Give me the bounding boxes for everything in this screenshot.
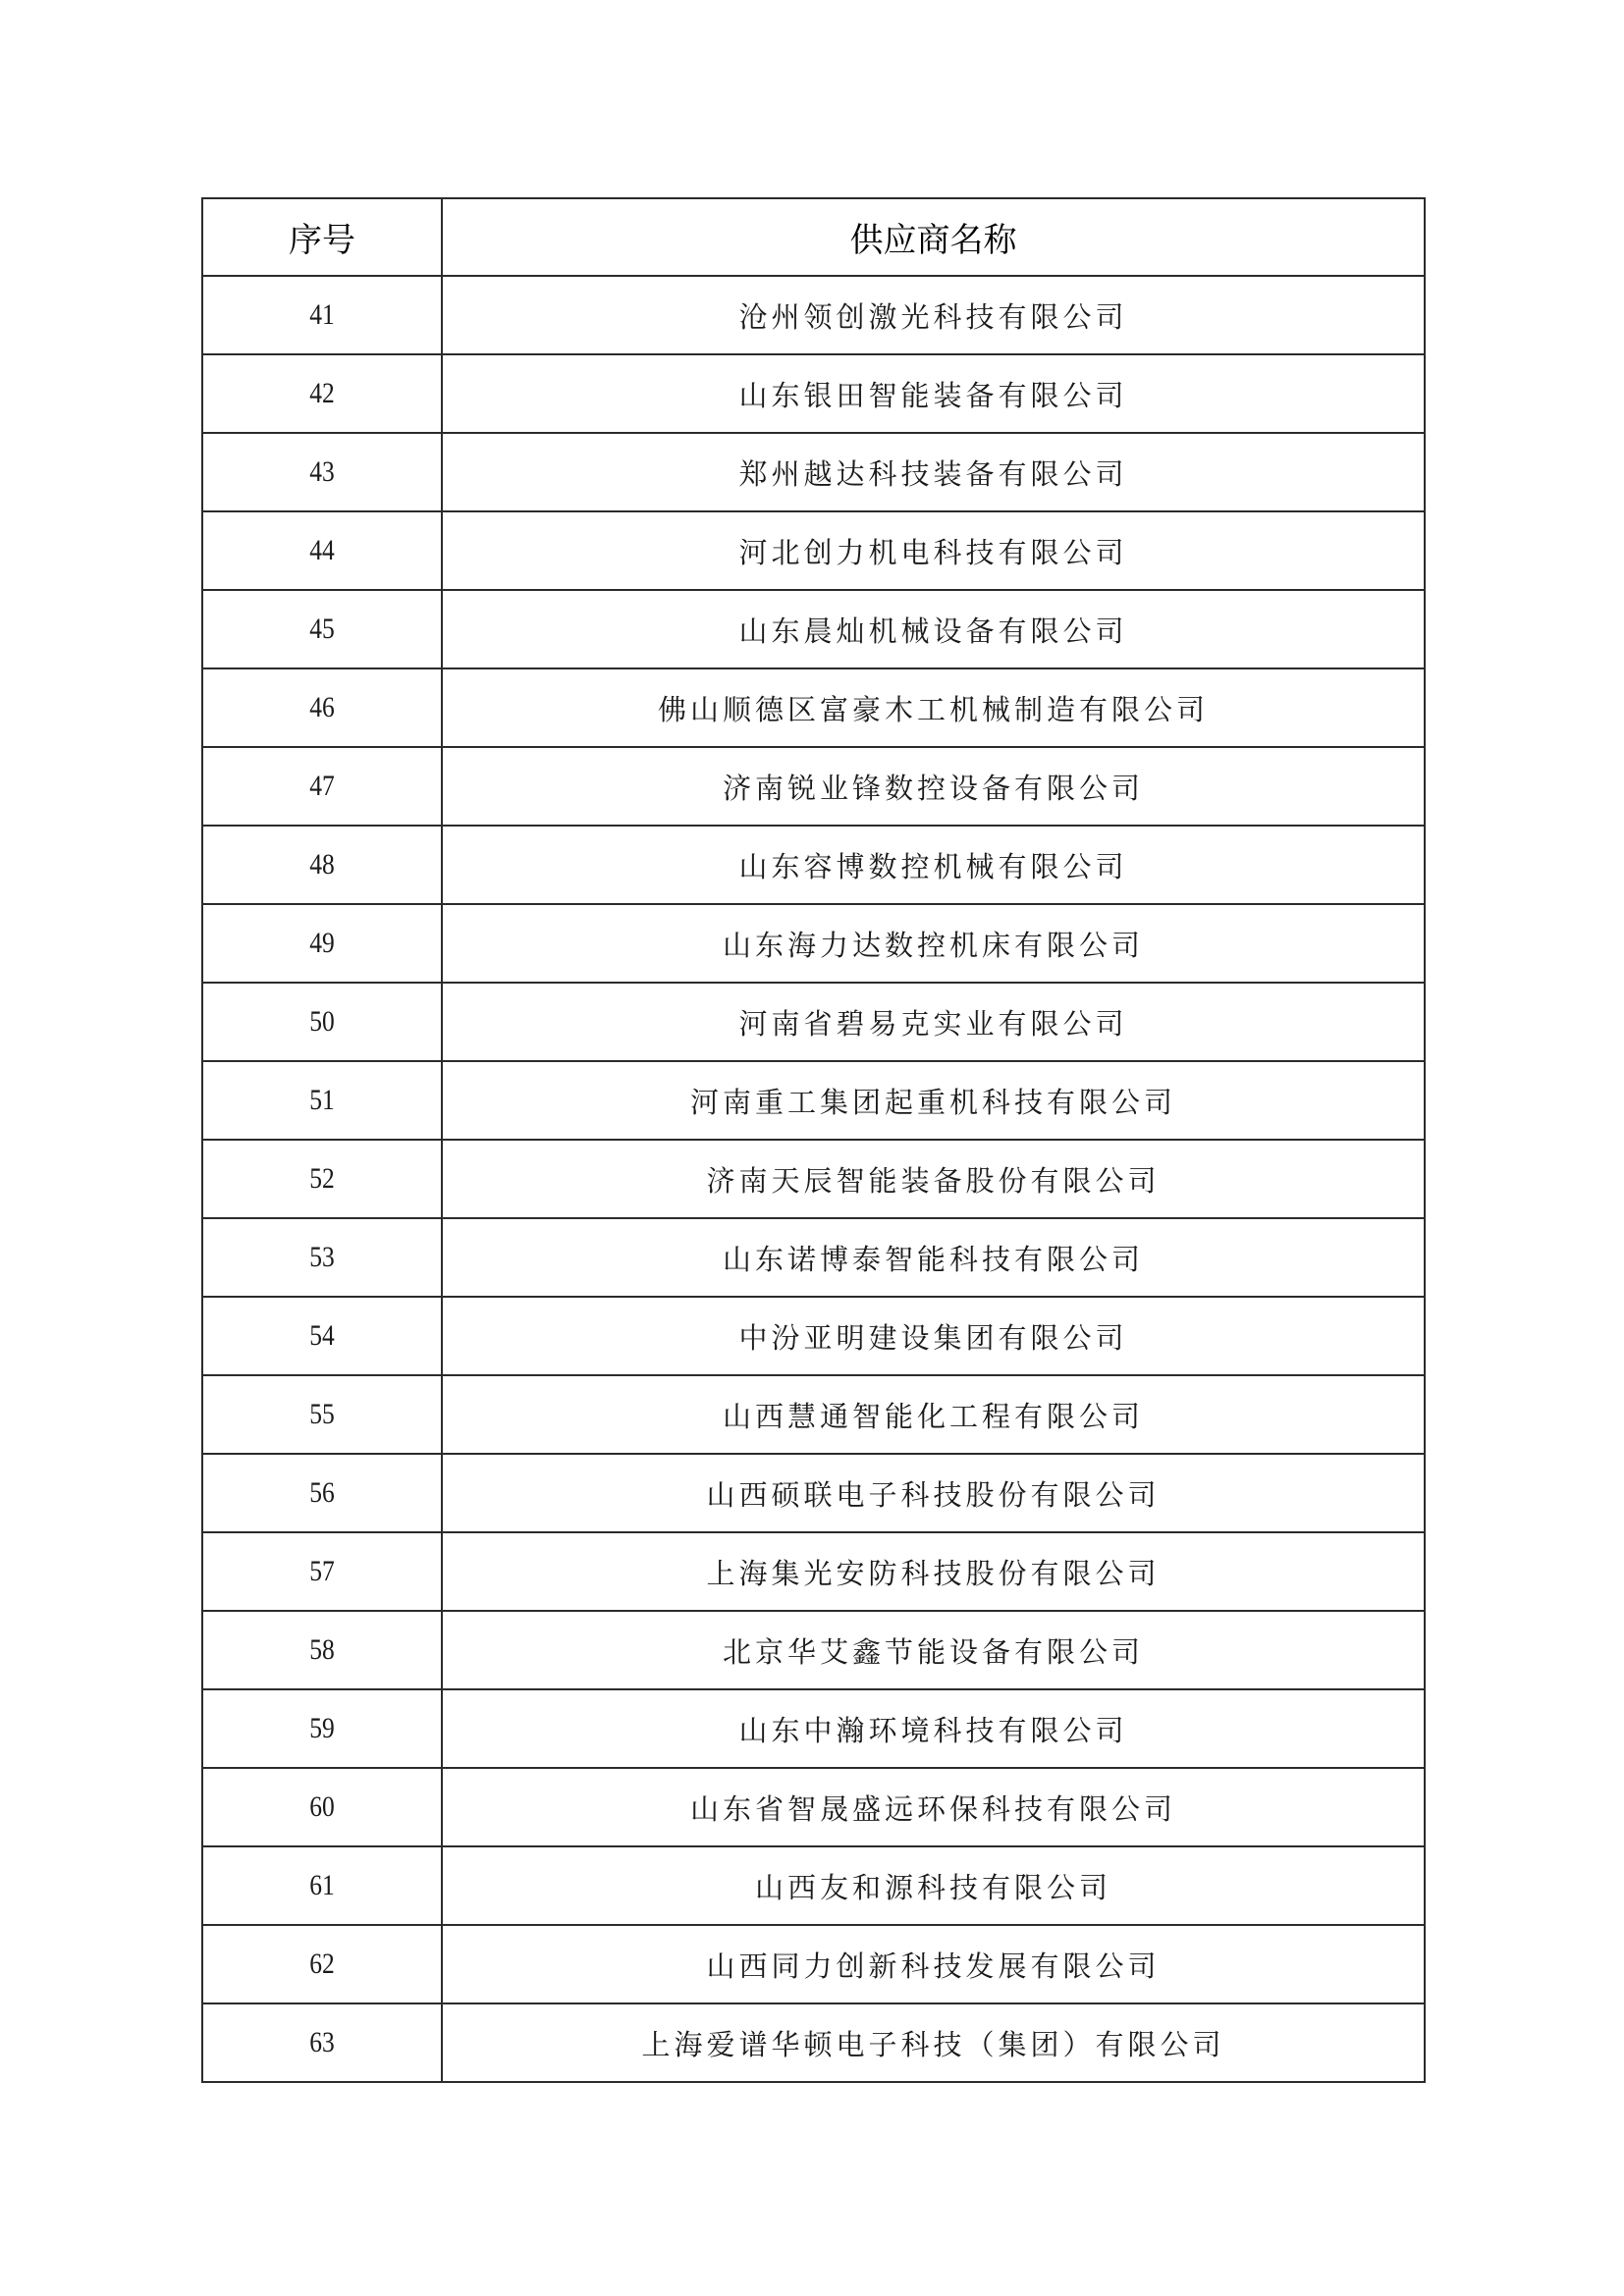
header-supplier-name: 供应商名称 xyxy=(442,198,1425,276)
supplier-name: 山西友和源科技有限公司 xyxy=(442,1846,1425,1925)
supplier-name: 河北创力机电科技有限公司 xyxy=(442,511,1425,590)
row-index: 55 xyxy=(220,1375,423,1454)
table-row xyxy=(202,276,1425,354)
table-row xyxy=(202,1925,1425,2003)
row-index: 52 xyxy=(220,1140,423,1218)
table-row xyxy=(202,1689,1425,1768)
row-index: 51 xyxy=(220,1061,423,1140)
supplier-name: 郑州越达科技装备有限公司 xyxy=(442,433,1425,511)
row-index: 44 xyxy=(220,511,423,590)
row-index: 45 xyxy=(220,590,423,668)
table-row xyxy=(202,1611,1425,1689)
supplier-name: 山东中瀚环境科技有限公司 xyxy=(442,1689,1425,1768)
row-index: 58 xyxy=(220,1611,423,1689)
table-row xyxy=(202,1140,1425,1218)
supplier-name: 上海爱谱华顿电子科技（集团）有限公司 xyxy=(442,2003,1425,2082)
table-row xyxy=(202,1846,1425,1925)
table-row xyxy=(202,433,1425,511)
table-row xyxy=(202,747,1425,826)
supplier-name: 济南天辰智能装备股份有限公司 xyxy=(442,1140,1425,1218)
supplier-name: 山东容博数控机械有限公司 xyxy=(442,826,1425,904)
table-row xyxy=(202,904,1425,983)
supplier-name: 山东晨灿机械设备有限公司 xyxy=(442,590,1425,668)
header-index: 序号 xyxy=(202,198,442,276)
row-index: 62 xyxy=(220,1925,423,2003)
table-row xyxy=(202,1218,1425,1297)
supplier-name: 河南省碧易克实业有限公司 xyxy=(442,983,1425,1061)
table-row xyxy=(202,2003,1425,2082)
table-row xyxy=(202,1768,1425,1846)
row-index: 41 xyxy=(220,276,423,354)
supplier-name: 沧州领创激光科技有限公司 xyxy=(442,276,1425,354)
table-row xyxy=(202,668,1425,747)
supplier-name: 北京华艾鑫节能设备有限公司 xyxy=(442,1611,1425,1689)
table-row xyxy=(202,983,1425,1061)
supplier-name: 山东省智晟盛远环保科技有限公司 xyxy=(442,1768,1425,1846)
table-row xyxy=(202,1454,1425,1532)
supplier-name: 中汾亚明建设集团有限公司 xyxy=(442,1297,1425,1375)
supplier-name: 佛山顺德区富豪木工机械制造有限公司 xyxy=(442,668,1425,747)
row-index: 56 xyxy=(220,1454,423,1532)
supplier-name: 山西慧通智能化工程有限公司 xyxy=(442,1375,1425,1454)
table-row xyxy=(202,1375,1425,1454)
supplier-name: 山西同力创新科技发展有限公司 xyxy=(442,1925,1425,2003)
supplier-name: 山东银田智能装备有限公司 xyxy=(442,354,1425,433)
table-row xyxy=(202,1532,1425,1611)
supplier-name: 河南重工集团起重机科技有限公司 xyxy=(442,1061,1425,1140)
row-index: 61 xyxy=(220,1846,423,1925)
row-index: 54 xyxy=(220,1297,423,1375)
row-index: 46 xyxy=(220,668,423,747)
row-index: 42 xyxy=(220,354,423,433)
row-index: 53 xyxy=(220,1218,423,1297)
table-row xyxy=(202,1297,1425,1375)
table-row xyxy=(202,1061,1425,1140)
table-row xyxy=(202,354,1425,433)
row-index: 48 xyxy=(220,826,423,904)
row-index: 63 xyxy=(220,2003,423,2082)
supplier-name: 山东海力达数控机床有限公司 xyxy=(442,904,1425,983)
supplier-name: 山东诺博泰智能科技有限公司 xyxy=(442,1218,1425,1297)
row-index: 49 xyxy=(220,904,423,983)
supplier-name: 济南锐业锋数控设备有限公司 xyxy=(442,747,1425,826)
table-row xyxy=(202,590,1425,668)
row-index: 47 xyxy=(220,747,423,826)
row-index: 57 xyxy=(220,1532,423,1611)
table-row xyxy=(202,511,1425,590)
supplier-table xyxy=(201,197,1426,2083)
row-index: 50 xyxy=(220,983,423,1061)
supplier-name: 上海集光安防科技股份有限公司 xyxy=(442,1532,1425,1611)
table-header-row xyxy=(202,198,1425,276)
row-index: 43 xyxy=(220,433,423,511)
row-index: 59 xyxy=(220,1689,423,1768)
row-index: 60 xyxy=(220,1768,423,1846)
supplier-name: 山西硕联电子科技股份有限公司 xyxy=(442,1454,1425,1532)
table-row xyxy=(202,826,1425,904)
